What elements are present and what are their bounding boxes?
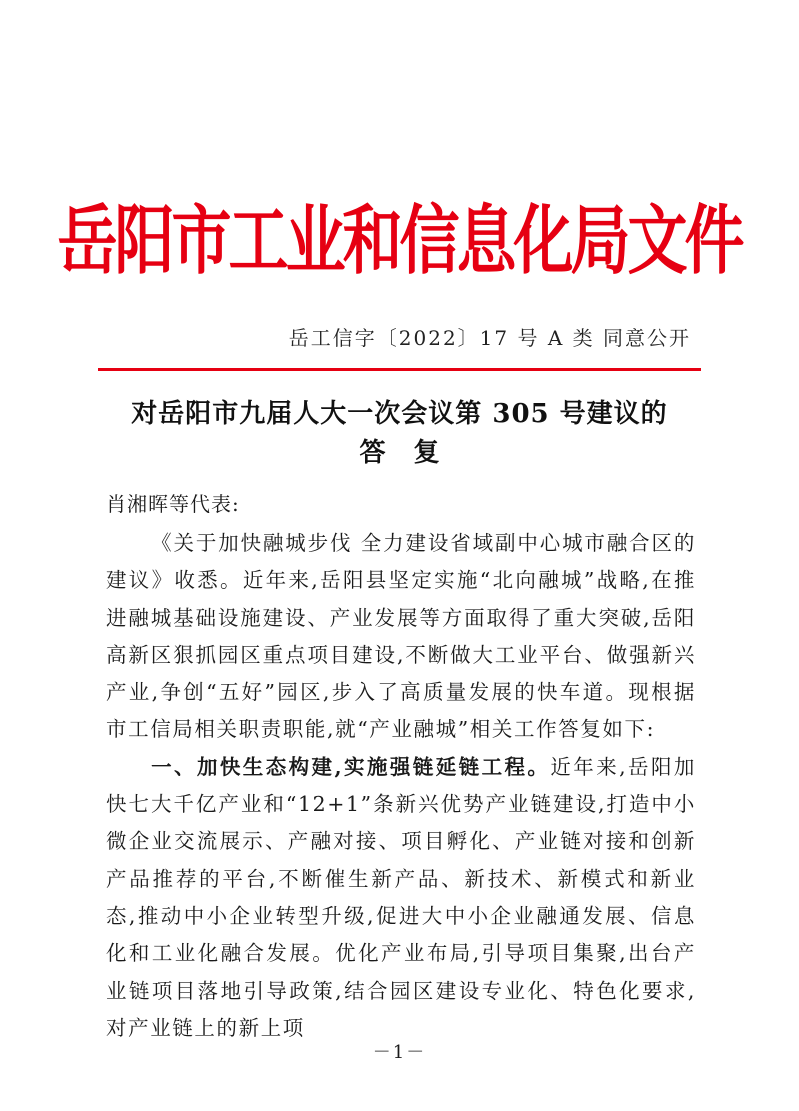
reply-title-line-2: 答复 [359,438,468,468]
paragraph-1: 《关于加快融城步伐 全力建设省域副中心城市融合区的建议》收悉。近年来,岳阳县坚定实施“北向融城”战略,在推进融城基础设施建设、产业发展等方面取得了重大突破,岳阳高新区狠抓园区重点项目建设,不断做大工业平台、做强新兴产业,争创“五好”园区,步入了高质量发展的快车道。现根据市工信局相关职责职能,就“产业融城”相关工作答复如下: [106,531,696,742]
issuing-authority-title: 岳阳市工业和信息化局文件 [57,197,742,285]
document-number: 岳工信字〔2022〕17 号 A 类 同意公开 [288,326,691,350]
red-separator-line [98,368,701,371]
reply-title-line-1: 对岳阳市九届人大一次会议第 305 号建议的 [131,399,668,429]
salutation: 肖湘晖等代表: [106,492,240,516]
page-number: －1－ [372,1042,427,1063]
paragraph-2 [106,749,696,1047]
body-text [106,525,696,1047]
paragraph-2-heading: 一、加快生态构建,实施强链延链工程。 [151,754,551,779]
paragraph-2-text: 近年来,岳阳加快七大千亿产业和“12+1”条新兴优势产业链建设,打造中小微企业交流展示、产融对接、项目孵化、产业链对接和创新产品推荐的平台,不断催生新产品、新技术、新模式和新业态,推动中小企业转型升级,促进大中小企业融通发展、信息化和工业化融合发展。优化产业布局,引导项目集聚,出台产业链项目落地引导政策,结合园区建设专业化、特色化要求,对产业链上的新上项 [106,754,696,1040]
